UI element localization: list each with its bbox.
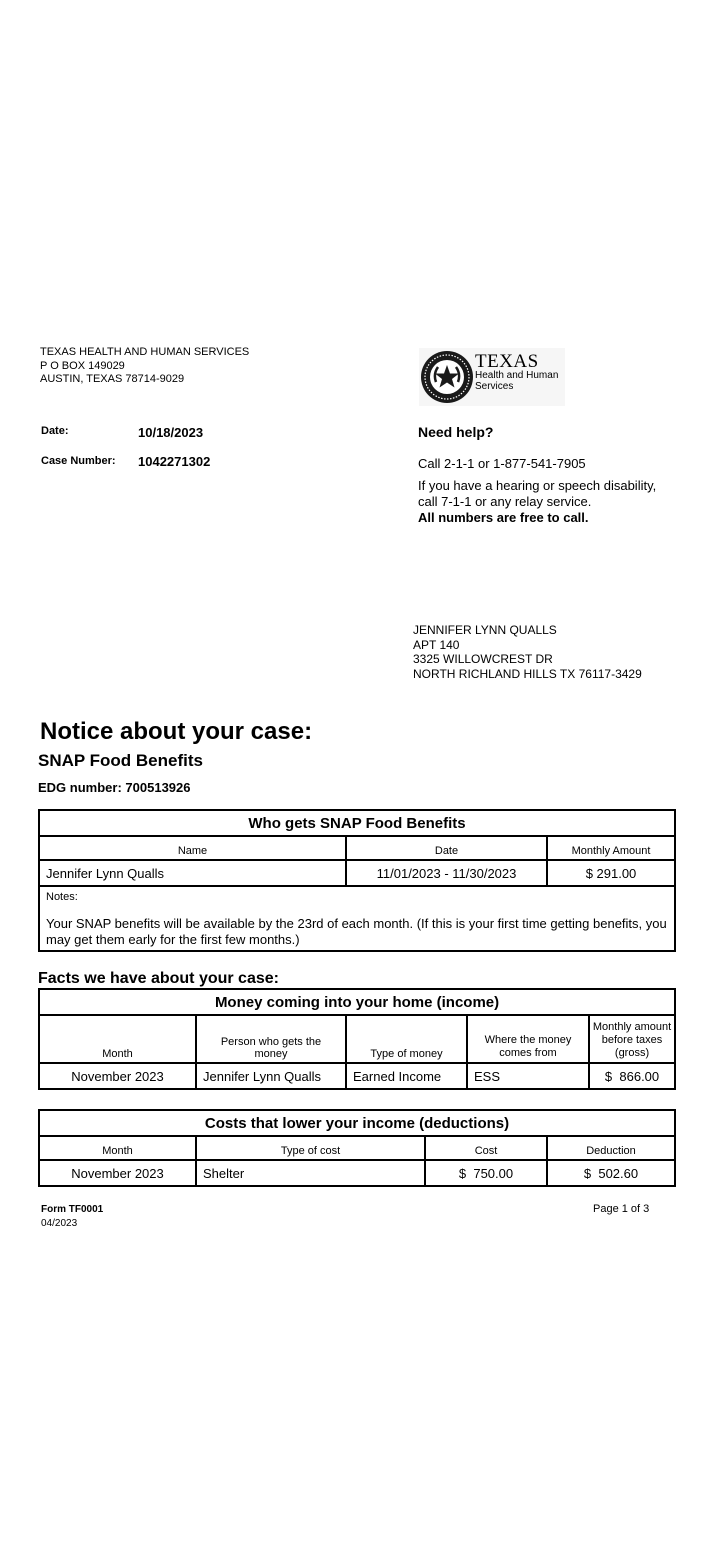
help-title: Need help?: [418, 424, 494, 440]
edg-label: EDG number:: [38, 780, 122, 795]
income-table-caption: Money coming into your home (income): [39, 989, 675, 1015]
benefits-cell-amount: $ 291.00: [547, 860, 675, 886]
sender-line: P O BOX 149029: [40, 359, 125, 372]
recipient-line: APT 140: [413, 637, 460, 652]
form-date: 04/2023: [41, 1218, 78, 1229]
recipient-line: JENNIFER LYNN QUALLS: [413, 623, 557, 637]
deductions-table-caption: Costs that lower your income (deductions): [39, 1110, 675, 1136]
date-label: Date:: [41, 425, 69, 437]
income-cell-type: Earned Income: [346, 1063, 467, 1089]
notes-label: Notes:: [46, 891, 78, 903]
income-cell-source: ESS: [467, 1063, 589, 1089]
logo-line-health: Health and Human: [475, 370, 559, 381]
help-disability-line: If you have a hearing or speech disability,: [418, 478, 657, 493]
deductions-header-type: Type of cost: [196, 1136, 425, 1160]
deductions-cell-type: Shelter: [196, 1160, 425, 1186]
case-number-value: 1042271302: [138, 454, 211, 469]
help-relay-line: call 7-1-1 or any relay service.: [418, 494, 592, 509]
deductions-cell-month: November 2023: [39, 1160, 196, 1186]
table-row: [39, 1160, 675, 1186]
recipient-line: 3325 WILLOWCREST DR: [413, 652, 553, 666]
benefits-cell-name: Jennifer Lynn Qualls: [39, 860, 346, 886]
income-cell-month: November 2023: [39, 1063, 196, 1089]
income-cell-amount: $ 866.00: [589, 1063, 675, 1089]
benefits-table: [38, 809, 676, 952]
case-number-label: Case Number:: [41, 455, 116, 467]
program-title: SNAP Food Benefits: [38, 751, 203, 770]
table-row: [39, 1063, 675, 1089]
page-number: Page 1 of 3: [593, 1203, 650, 1215]
logo-line-texas: TEXAS: [475, 351, 539, 372]
benefits-header-name: Name: [39, 836, 346, 860]
deductions-cell-cost: $ 750.00: [425, 1160, 547, 1186]
benefits-header-date: Date: [346, 836, 547, 860]
texas-star-seal-icon: [421, 351, 473, 403]
deductions-header-cost: Cost: [425, 1136, 547, 1160]
logo-wordmark: [475, 351, 559, 392]
logo-line-services: Services: [475, 381, 514, 392]
benefits-header-amount: Monthly Amount: [547, 836, 675, 860]
sender-address: [40, 346, 249, 387]
income-header-gross: Monthly amount before taxes (gross): [589, 1015, 675, 1063]
facts-title: Facts we have about your case:: [38, 970, 279, 987]
sender-line: TEXAS HEALTH AND HUMAN SERVICES: [40, 346, 250, 358]
notice-title: Notice about your case:: [40, 718, 313, 745]
income-table: [38, 988, 676, 1090]
benefits-cell-date: 11/01/2023 - 11/30/2023: [346, 860, 547, 886]
income-header-type: Type of money: [346, 1015, 467, 1063]
recipient-address: [413, 623, 642, 681]
income-cell-person: Jennifer Lynn Qualls: [196, 1063, 346, 1089]
income-header-month: Month: [39, 1015, 196, 1063]
edg-number: [38, 780, 191, 795]
sender-line: AUSTIN, TEXAS 78714-9029: [40, 373, 185, 385]
date-value: 10/18/2023: [138, 425, 204, 440]
recipient-line: NORTH RICHLAND HILLS TX 76117-3429: [413, 666, 642, 681]
benefits-notes: [39, 886, 675, 951]
notes-text: Your SNAP benefits will be available by the 23rd of each month. (If this is your first time getting benefits, you may get them early for the first few months.): [46, 916, 667, 947]
deductions-header-deduction: Deduction: [547, 1136, 675, 1160]
table-row: [39, 860, 675, 886]
deductions-table: [38, 1109, 676, 1187]
benefits-table-caption: Who gets SNAP Food Benefits: [39, 810, 675, 836]
help-free-note: All numbers are free to call.: [418, 510, 589, 525]
edg-value: 700513926: [125, 780, 191, 795]
help-phone: Call 2-1-1 or 1-877-541-7905: [418, 456, 586, 471]
form-id: Form TF0001: [41, 1204, 104, 1215]
income-header-person: Person who gets the money: [196, 1015, 346, 1063]
deductions-header-month: Month: [39, 1136, 196, 1160]
income-header-source: Where the money comes from: [467, 1015, 589, 1063]
deductions-cell-deduction: $ 502.60: [547, 1160, 675, 1186]
